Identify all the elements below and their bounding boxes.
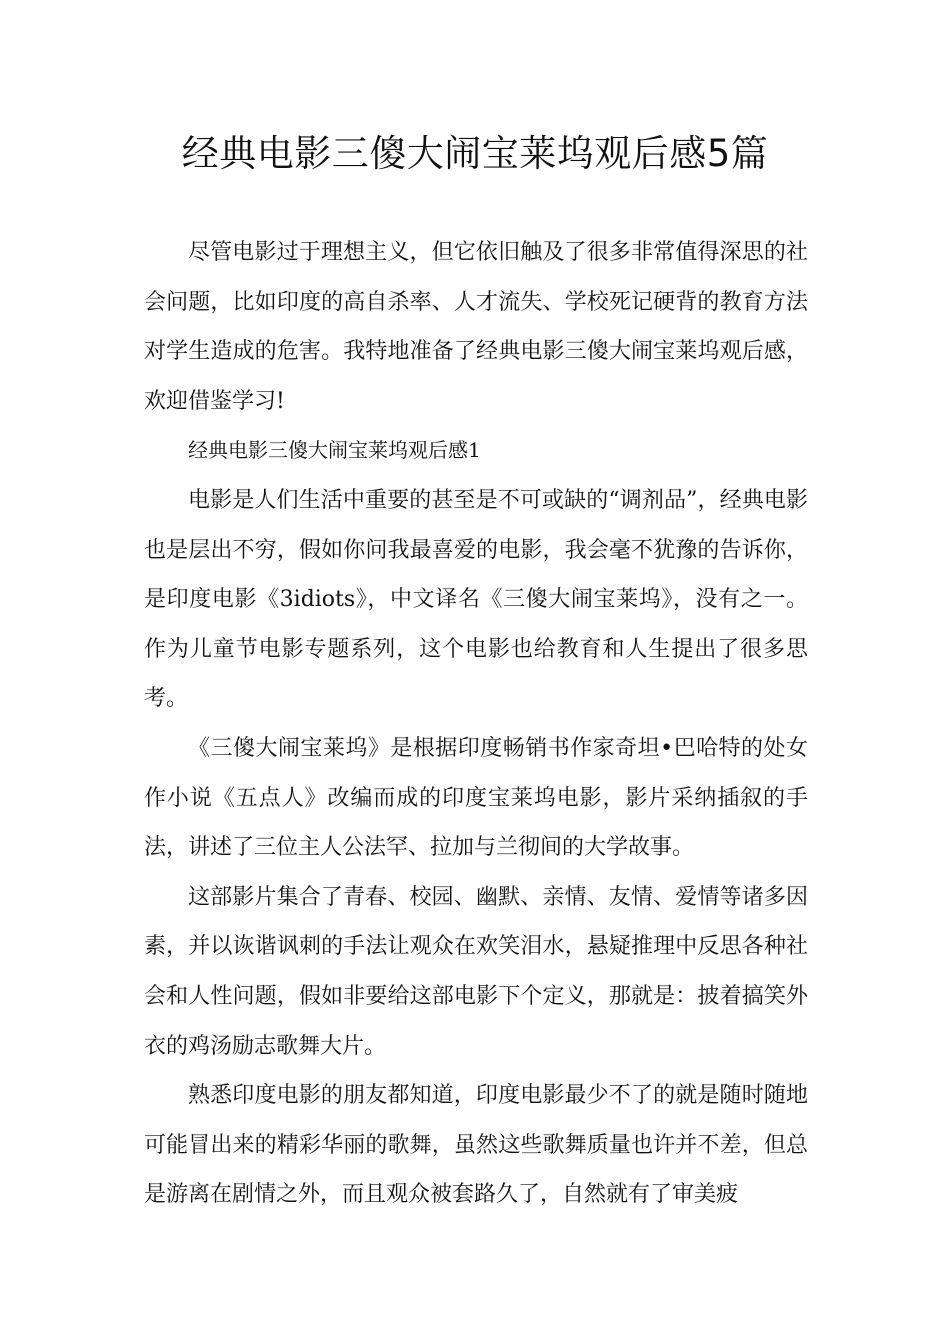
document-body — [144, 228, 808, 1220]
body-paragraph-1: 电影是人们生活中重要的甚至是不可或缺的“调剂品”，经典电影也是层出不穷，假如你问我最喜爱的电影，我会毫不犹豫的告诉你，是印度电影《3idiots》，中文译名《三傻大闹宝莱坞》，没有之一。作为儿童节电影专题系列，这个电影也给教育和人生提出了很多思考。 — [144, 487, 808, 712]
body-paragraph-4: 熟悉印度电影的朋友都知道，印度电影最少不了的就是随时随地可能冒出来的精彩华丽的歌舞，虽然这些歌舞质量也许并不差，但总是游离在剧情之外，而且观众被套路久了，自然就有了审美疲 — [144, 1083, 808, 1208]
section-heading: 经典电影三傻大闹宝莱坞观后感1 — [188, 438, 481, 463]
body-paragraph-3: 这部影片集合了青春、校园、幽默、亲情、友情、爱情等诸多因素，并以诙谐讽刺的手法让观众在欢笑泪水，悬疑推理中反思各种社会和人性问题，假如非要给这部电影下个定义，那就是：披着搞笑外衣的鸡汤励志歌舞大片。 — [144, 884, 808, 1059]
intro-paragraph: 尽管电影过于理想主义，但它依旧触及了很多非常值得深思的社会问题，比如印度的高自杀率、人才流失、学校死记硬背的教育方法对学生造成的危害。我特地准备了经典电影三傻大闹宝莱坞观后感，欢迎借鉴学习! — [144, 240, 808, 414]
body-paragraph-2: 《三傻大闹宝莱坞》是根据印度畅销书作家奇坦•巴哈特的处女作小说《五点人》改编而成的印度宝莱坞电影，影片采纳插叙的手法，讲述了三位主人公法罕、拉加与兰彻间的大学故事。 — [144, 735, 808, 861]
document-title: 经典电影三傻大闹宝莱坞观后感5篇 — [181, 132, 769, 175]
